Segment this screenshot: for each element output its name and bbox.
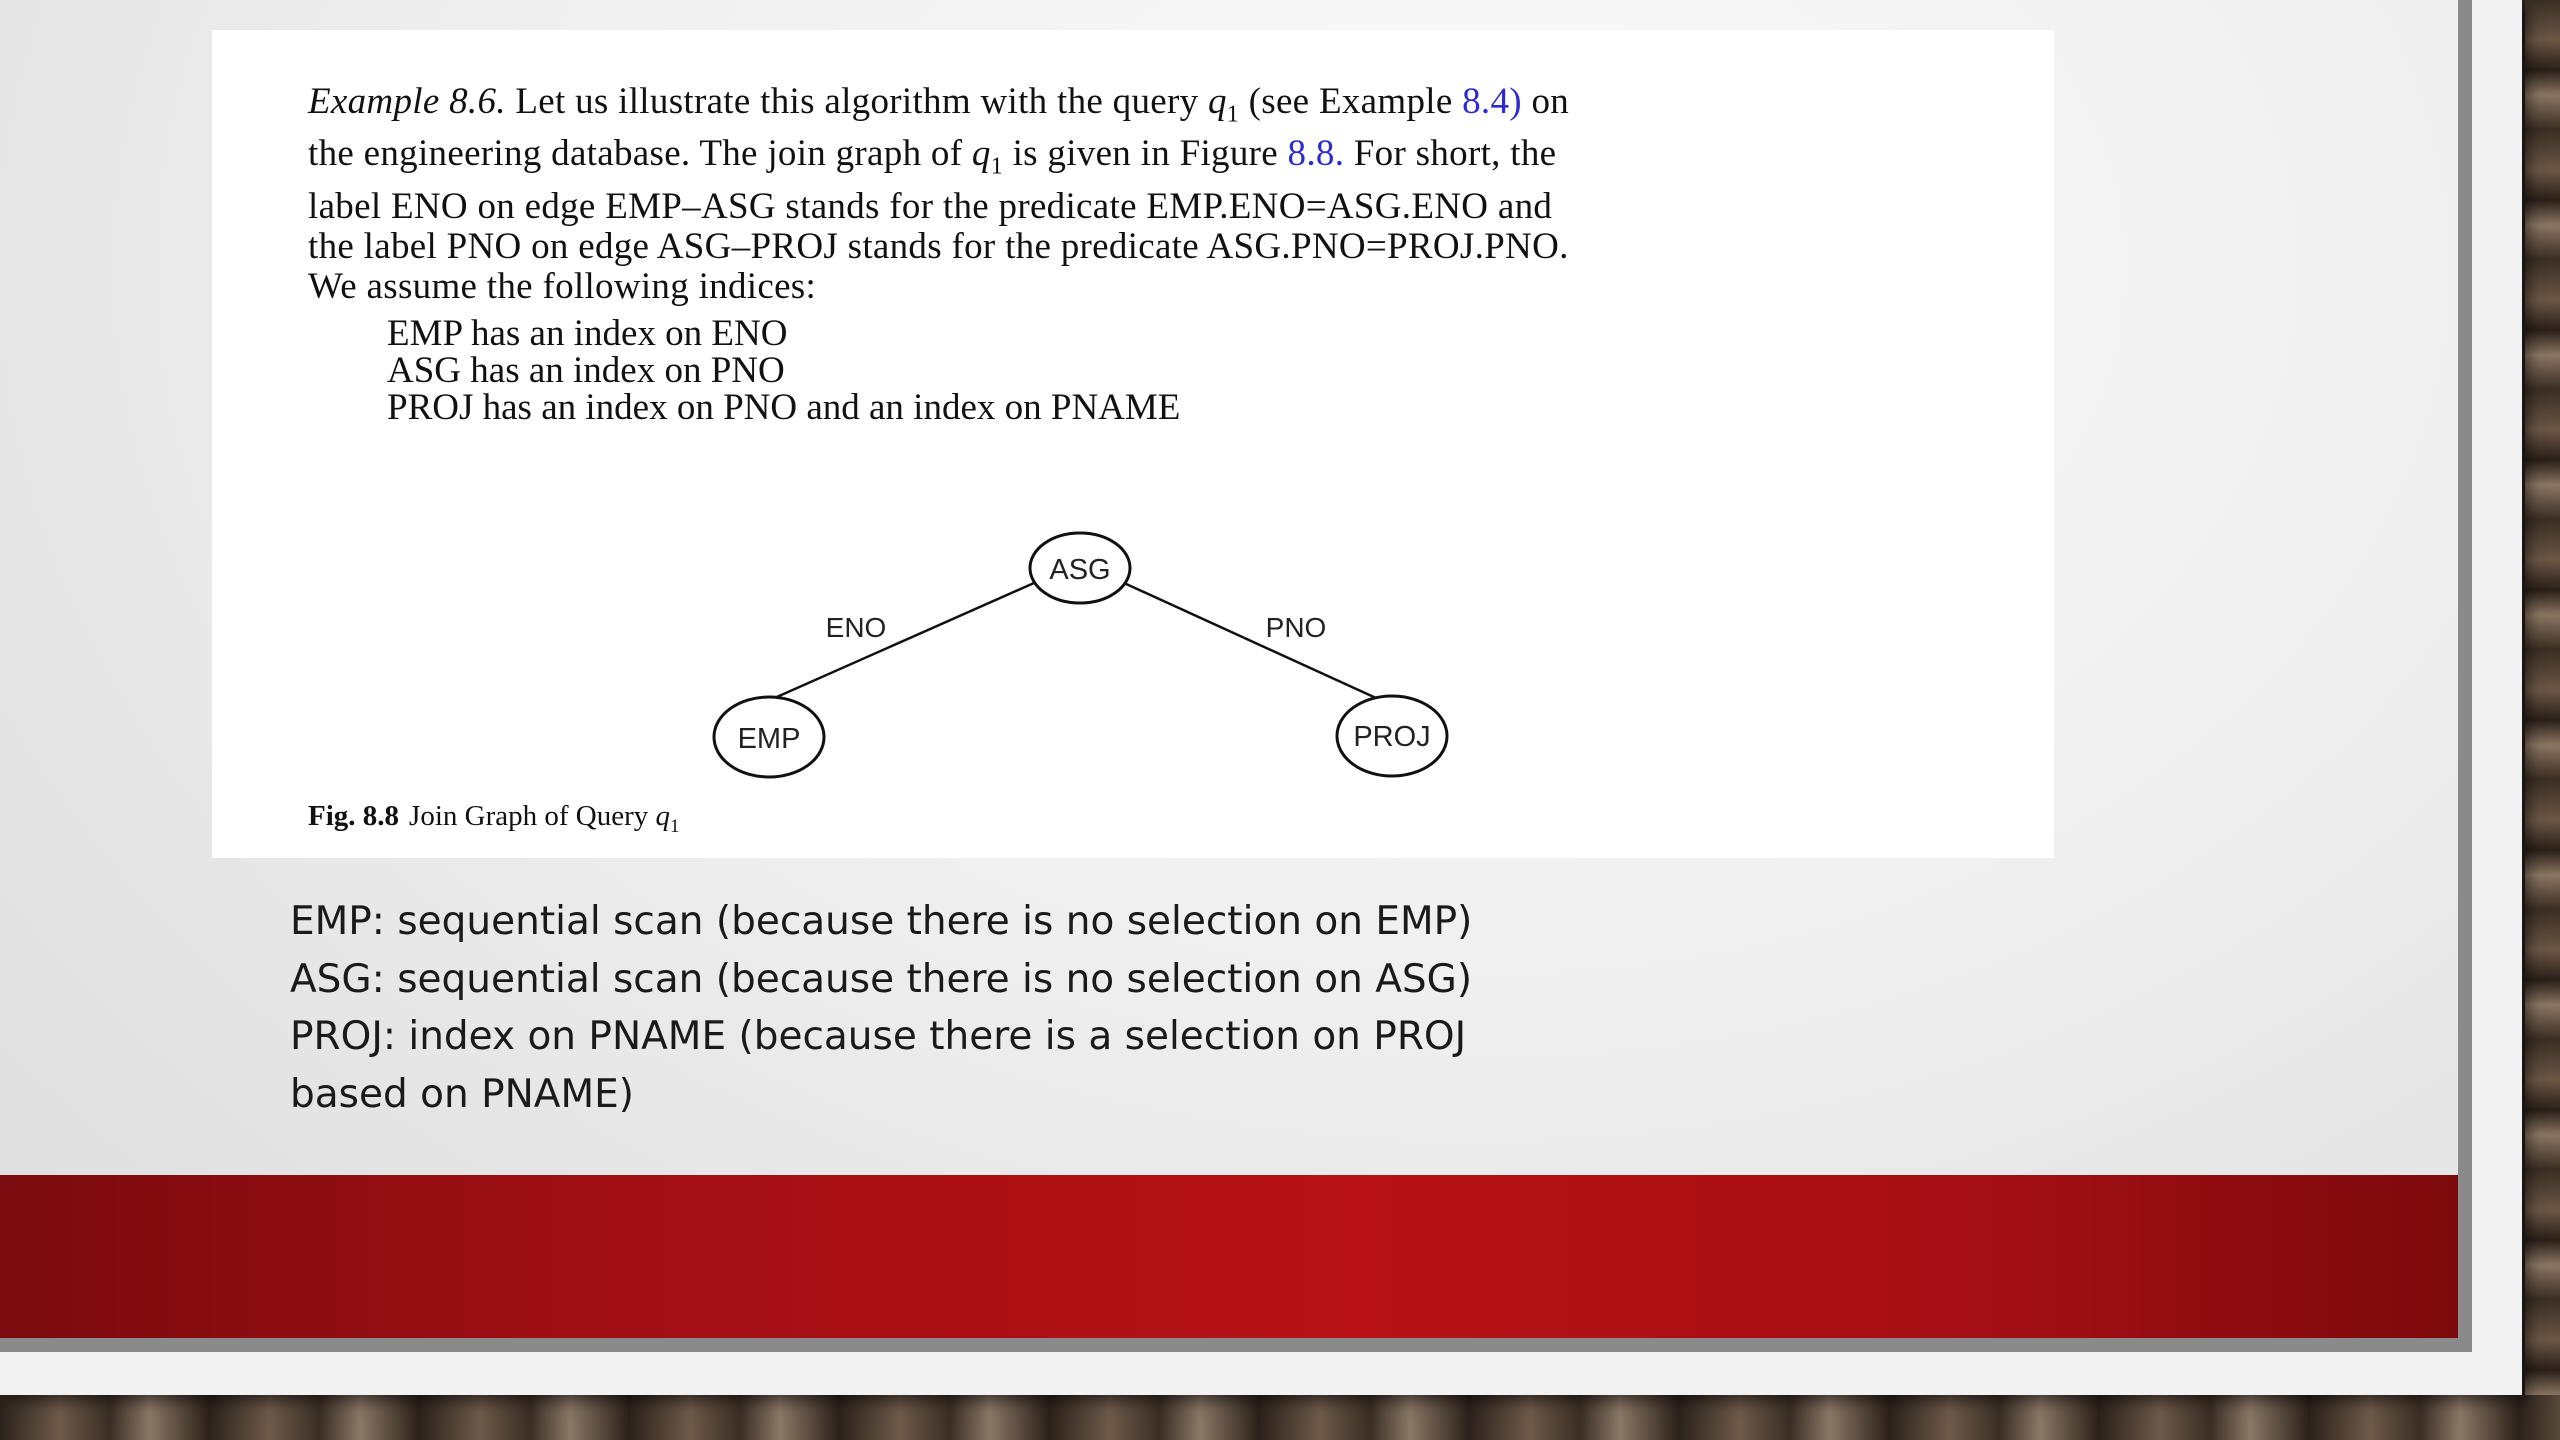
edge-emp-asg (770, 583, 1034, 700)
edge-label-eno: ENO (825, 612, 887, 643)
node-label-asg: ASG (1049, 554, 1111, 586)
note-line: EMP: sequential scan (because there is no selection on EMP) (290, 899, 1473, 944)
paragraph-line-3: label ENO on edge EMP–ASG stands for the predicate EMP.ENO=ASG.ENO and (308, 185, 1553, 227)
caption-query-symbol: q (655, 800, 670, 832)
paragraph-line-5: We assume the following indices: (308, 265, 817, 307)
paragraph-text: (see Example (1239, 81, 1463, 122)
note-line: based on PNAME) (290, 1071, 634, 1117)
slide-frame-right (2458, 0, 2472, 1352)
index-item: PROJ has an index on PNO and an index on PNAME (387, 387, 1181, 428)
caption-label: Fig. 8.8 (308, 800, 400, 832)
figure-reference-link[interactable]: 8.8. (1287, 133, 1345, 175)
caption-query-subscript: 1 (669, 815, 680, 837)
note-line: PROJ: index on PNAME (because there is a selection on PROJ (290, 1014, 1467, 1059)
node-label-emp: EMP (737, 723, 801, 755)
textbook-excerpt-figure (212, 30, 2054, 858)
query-subscript: 1 (1226, 101, 1240, 128)
slide-frame-bottom (0, 1338, 2472, 1352)
paragraph-text: on (1521, 81, 1570, 122)
example-reference-link[interactable]: 8.4) (1462, 81, 1522, 122)
note-line: ASG: sequential scan (because there is no selection on ASG) (290, 956, 1473, 1002)
query-symbol: q (1207, 81, 1227, 122)
paragraph-line-4: the label PNO on edge ASG–PROJ stands for the predicate ASG.PNO=PROJ.PNO. (308, 225, 1569, 267)
background-wall-bottom (0, 1395, 2560, 1440)
query-subscript: 1 (990, 153, 1004, 180)
edge-label-pno: PNO (1265, 612, 1327, 643)
caption-text: Join Graph of Query (409, 800, 656, 832)
background-wall-right (2525, 0, 2560, 1440)
paragraph-text: the engineering database. The join graph of (308, 133, 972, 175)
node-label-proj: PROJ (1353, 721, 1431, 753)
index-item: ASG has an index on PNO (387, 350, 785, 391)
example-label: Example 8.6. (308, 81, 506, 122)
join-graph (212, 30, 2054, 858)
edge-asg-proj (1124, 583, 1387, 703)
footer-red-band (0, 1175, 2458, 1338)
query-symbol: q (971, 133, 991, 175)
index-item: EMP has an index on ENO (387, 313, 788, 354)
paragraph-text: Let us illustrate this algorithm with the query (505, 81, 1208, 122)
paragraph-text: is given in Figure (1003, 133, 1288, 175)
figure-caption (308, 800, 679, 838)
access-method-notes (290, 893, 1472, 1123)
paragraph-text: For short, the (1344, 133, 1557, 175)
